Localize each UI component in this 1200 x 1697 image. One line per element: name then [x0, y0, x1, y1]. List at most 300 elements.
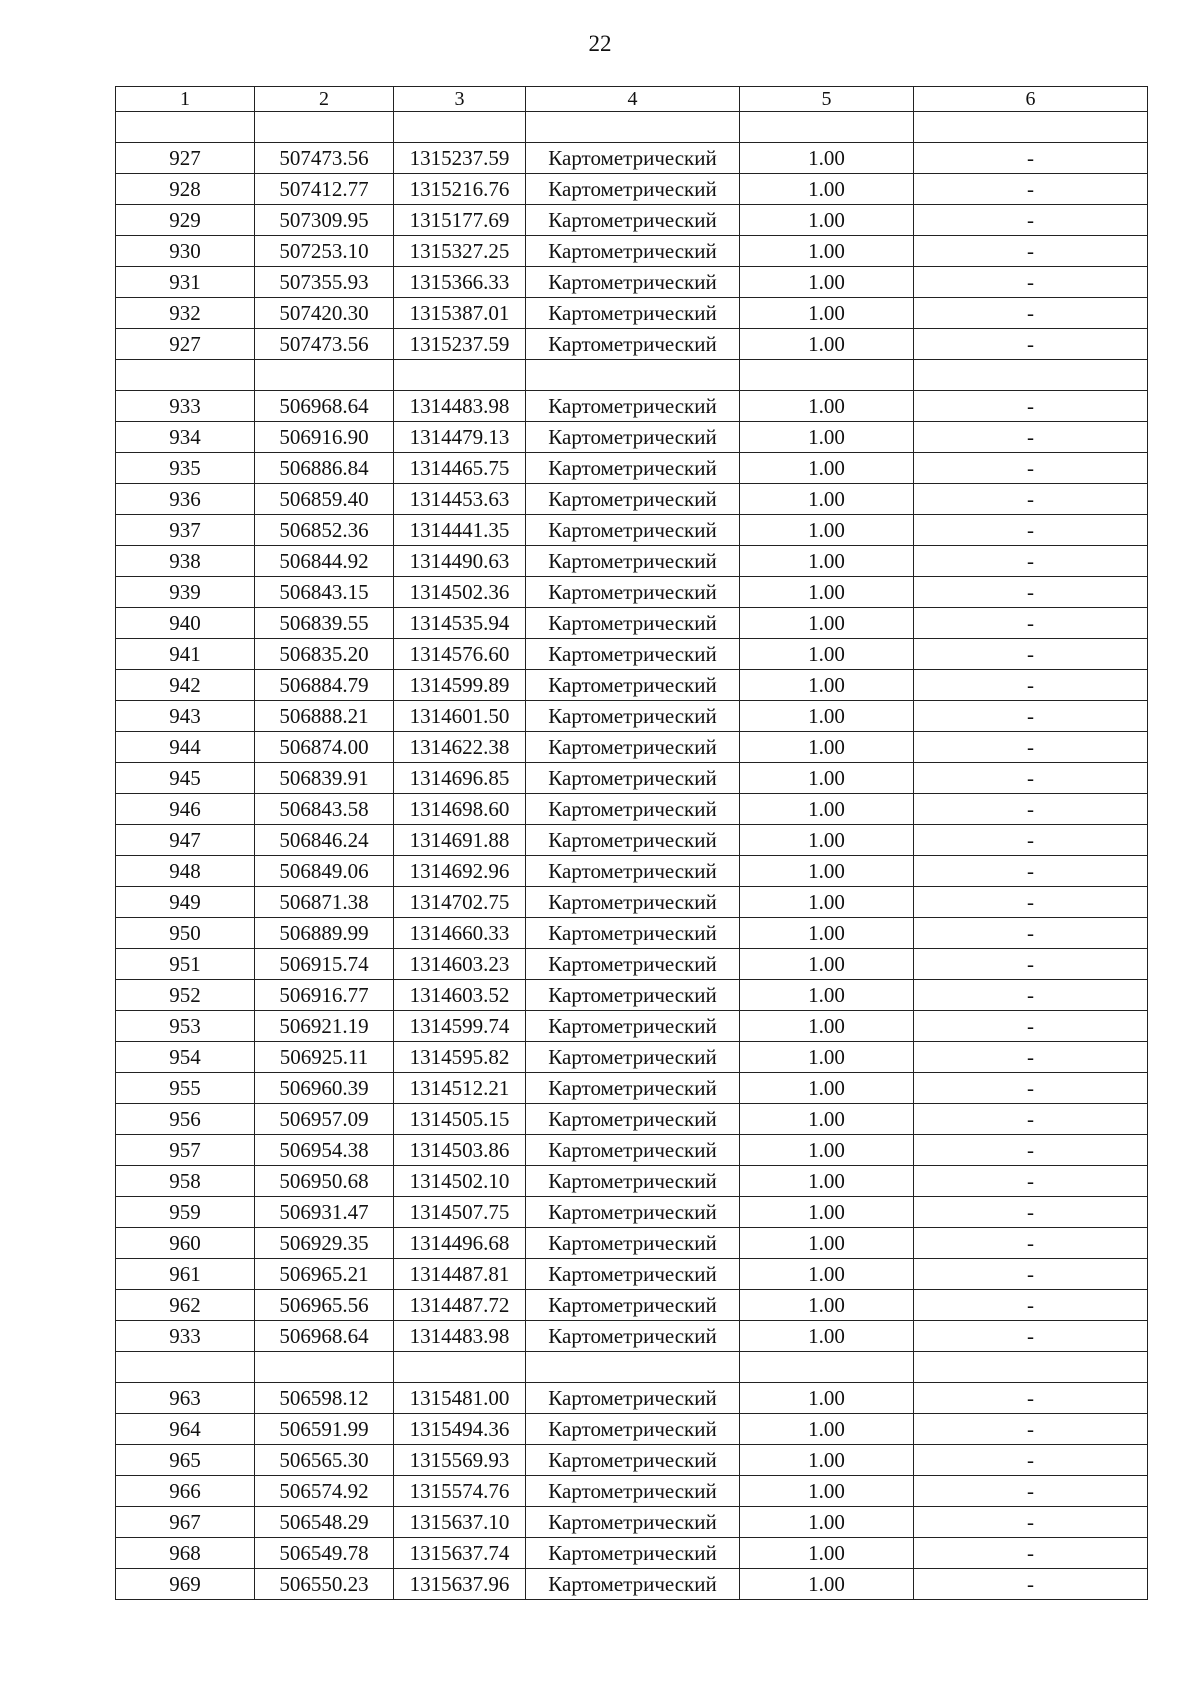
- description-cell: -: [914, 1383, 1148, 1414]
- point-number-cell: 957: [116, 1135, 255, 1166]
- description-cell: -: [914, 608, 1148, 639]
- point-number-cell: 934: [116, 422, 255, 453]
- accuracy-cell: 1.00: [740, 1476, 914, 1507]
- method-cell: Картометрический: [526, 1538, 740, 1569]
- description-cell: -: [914, 918, 1148, 949]
- x-coordinate-cell: 506886.84: [255, 453, 394, 484]
- description-cell: -: [914, 1135, 1148, 1166]
- x-coordinate-cell: 506921.19: [255, 1011, 394, 1042]
- accuracy-cell: 1.00: [740, 701, 914, 732]
- accuracy-cell: 1.00: [740, 980, 914, 1011]
- point-number-cell: 947: [116, 825, 255, 856]
- accuracy-cell: 1.00: [740, 732, 914, 763]
- table-row: [116, 701, 1148, 732]
- accuracy-cell: 1.00: [740, 1507, 914, 1538]
- x-coordinate-cell: 506889.99: [255, 918, 394, 949]
- y-coordinate-cell: 1314576.60: [394, 639, 526, 670]
- y-coordinate-cell: 1314599.74: [394, 1011, 526, 1042]
- table-row: [116, 856, 1148, 887]
- accuracy-cell: 1.00: [740, 608, 914, 639]
- y-coordinate-cell: 1314660.33: [394, 918, 526, 949]
- x-coordinate-cell: 507420.30: [255, 298, 394, 329]
- y-coordinate-cell: 1314698.60: [394, 794, 526, 825]
- method-cell: Картометрический: [526, 887, 740, 918]
- x-coordinate-cell: 506960.39: [255, 1073, 394, 1104]
- point-number-cell: 938: [116, 546, 255, 577]
- method-cell: Картометрический: [526, 1197, 740, 1228]
- table-row: [116, 1042, 1148, 1073]
- method-cell: Картометрический: [526, 453, 740, 484]
- accuracy-cell: 1.00: [740, 1569, 914, 1600]
- table-row: [116, 577, 1148, 608]
- description-cell: -: [914, 205, 1148, 236]
- accuracy-cell: 1.00: [740, 1321, 914, 1352]
- description-cell: -: [914, 1445, 1148, 1476]
- table-row: [116, 763, 1148, 794]
- point-number-cell: [116, 112, 255, 143]
- point-number-cell: 927: [116, 143, 255, 174]
- accuracy-cell: 1.00: [740, 577, 914, 608]
- x-coordinate-cell: 506968.64: [255, 391, 394, 422]
- accuracy-cell: 1.00: [740, 794, 914, 825]
- method-cell: Картометрический: [526, 577, 740, 608]
- x-coordinate-cell: 506965.56: [255, 1290, 394, 1321]
- x-coordinate-cell: 506965.21: [255, 1259, 394, 1290]
- description-cell: -: [914, 546, 1148, 577]
- method-cell: Картометрический: [526, 1228, 740, 1259]
- coordinates-table: [115, 86, 1148, 1600]
- x-coordinate-cell: 506835.20: [255, 639, 394, 670]
- method-cell: Картометрический: [526, 236, 740, 267]
- method-cell: Картометрический: [526, 670, 740, 701]
- accuracy-cell: 1.00: [740, 1073, 914, 1104]
- accuracy-cell: 1.00: [740, 639, 914, 670]
- y-coordinate-cell: 1315237.59: [394, 329, 526, 360]
- point-number-cell: 964: [116, 1414, 255, 1445]
- point-number-cell: 928: [116, 174, 255, 205]
- column-header: 2: [255, 87, 394, 112]
- point-number-cell: 968: [116, 1538, 255, 1569]
- accuracy-cell: 1.00: [740, 1104, 914, 1135]
- method-cell: Картометрический: [526, 174, 740, 205]
- description-cell: -: [914, 732, 1148, 763]
- x-coordinate-cell: 506929.35: [255, 1228, 394, 1259]
- y-coordinate-cell: 1315216.76: [394, 174, 526, 205]
- y-coordinate-cell: 1314507.75: [394, 1197, 526, 1228]
- x-coordinate-cell: 506839.55: [255, 608, 394, 639]
- table-row: [116, 1073, 1148, 1104]
- x-coordinate-cell: 506954.38: [255, 1135, 394, 1166]
- description-cell: -: [914, 1290, 1148, 1321]
- method-cell: Картометрический: [526, 1259, 740, 1290]
- point-number-cell: 945: [116, 763, 255, 794]
- y-coordinate-cell: 1315366.33: [394, 267, 526, 298]
- y-coordinate-cell: 1314599.89: [394, 670, 526, 701]
- point-number-cell: 931: [116, 267, 255, 298]
- accuracy-cell: 1.00: [740, 1414, 914, 1445]
- accuracy-cell: 1.00: [740, 329, 914, 360]
- method-cell: Картометрический: [526, 980, 740, 1011]
- table-row: [116, 1197, 1148, 1228]
- point-number-cell: 940: [116, 608, 255, 639]
- accuracy-cell: 1.00: [740, 515, 914, 546]
- table-row: [116, 1383, 1148, 1414]
- description-cell: -: [914, 949, 1148, 980]
- point-number-cell: 962: [116, 1290, 255, 1321]
- accuracy-cell: 1.00: [740, 236, 914, 267]
- description-cell: -: [914, 856, 1148, 887]
- point-number-cell: 942: [116, 670, 255, 701]
- accuracy-cell: 1.00: [740, 484, 914, 515]
- table-row: [116, 329, 1148, 360]
- y-coordinate-cell: 1314483.98: [394, 391, 526, 422]
- y-coordinate-cell: 1314502.36: [394, 577, 526, 608]
- y-coordinate-cell: 1314603.52: [394, 980, 526, 1011]
- accuracy-cell: 1.00: [740, 143, 914, 174]
- y-coordinate-cell: 1314601.50: [394, 701, 526, 732]
- description-cell: -: [914, 329, 1148, 360]
- description-cell: -: [914, 1228, 1148, 1259]
- point-number-cell: 939: [116, 577, 255, 608]
- x-coordinate-cell: 507473.56: [255, 329, 394, 360]
- x-coordinate-cell: 506915.74: [255, 949, 394, 980]
- table-row: [116, 1507, 1148, 1538]
- method-cell: Картометрический: [526, 1290, 740, 1321]
- accuracy-cell: 1.00: [740, 1166, 914, 1197]
- point-number-cell: 958: [116, 1166, 255, 1197]
- description-cell: -: [914, 453, 1148, 484]
- description-cell: -: [914, 1166, 1148, 1197]
- accuracy-cell: 1.00: [740, 391, 914, 422]
- y-coordinate-cell: 1314692.96: [394, 856, 526, 887]
- description-cell: -: [914, 825, 1148, 856]
- description-cell: -: [914, 1569, 1148, 1600]
- point-number-cell: 933: [116, 391, 255, 422]
- method-cell: Картометрический: [526, 1073, 740, 1104]
- y-coordinate-cell: 1314505.15: [394, 1104, 526, 1135]
- x-coordinate-cell: 507309.95: [255, 205, 394, 236]
- description-cell: -: [914, 1259, 1148, 1290]
- method-cell: Картометрический: [526, 825, 740, 856]
- table-row: [116, 112, 1148, 143]
- method-cell: [526, 112, 740, 143]
- description-cell: -: [914, 236, 1148, 267]
- table-row: [116, 1476, 1148, 1507]
- table-row: [116, 1290, 1148, 1321]
- method-cell: Картометрический: [526, 298, 740, 329]
- y-coordinate-cell: 1314603.23: [394, 949, 526, 980]
- y-coordinate-cell: 1315637.96: [394, 1569, 526, 1600]
- method-cell: Картометрический: [526, 763, 740, 794]
- method-cell: Картометрический: [526, 329, 740, 360]
- y-coordinate-cell: 1315237.59: [394, 143, 526, 174]
- accuracy-cell: 1.00: [740, 422, 914, 453]
- description-cell: -: [914, 794, 1148, 825]
- table-row: [116, 1414, 1148, 1445]
- y-coordinate-cell: [394, 112, 526, 143]
- point-number-cell: 946: [116, 794, 255, 825]
- table-row: [116, 236, 1148, 267]
- table-row: [116, 949, 1148, 980]
- point-number-cell: 944: [116, 732, 255, 763]
- accuracy-cell: 1.00: [740, 887, 914, 918]
- x-coordinate-cell: 506916.90: [255, 422, 394, 453]
- description-cell: -: [914, 267, 1148, 298]
- y-coordinate-cell: 1314595.82: [394, 1042, 526, 1073]
- x-coordinate-cell: 506550.23: [255, 1569, 394, 1600]
- description-cell: -: [914, 1507, 1148, 1538]
- x-coordinate-cell: 506852.36: [255, 515, 394, 546]
- x-coordinate-cell: 506574.92: [255, 1476, 394, 1507]
- method-cell: Картометрический: [526, 639, 740, 670]
- description-cell: -: [914, 763, 1148, 794]
- x-coordinate-cell: 506884.79: [255, 670, 394, 701]
- y-coordinate-cell: 1314487.81: [394, 1259, 526, 1290]
- point-number-cell: 966: [116, 1476, 255, 1507]
- method-cell: Картометрический: [526, 949, 740, 980]
- description-cell: -: [914, 1476, 1148, 1507]
- method-cell: Картометрический: [526, 267, 740, 298]
- point-number-cell: 961: [116, 1259, 255, 1290]
- x-coordinate-cell: 507253.10: [255, 236, 394, 267]
- table-row: [116, 174, 1148, 205]
- x-coordinate-cell: 506916.77: [255, 980, 394, 1011]
- description-cell: -: [914, 515, 1148, 546]
- table-row: [116, 143, 1148, 174]
- point-number-cell: 943: [116, 701, 255, 732]
- y-coordinate-cell: 1315327.25: [394, 236, 526, 267]
- point-number-cell: 929: [116, 205, 255, 236]
- description-cell: -: [914, 174, 1148, 205]
- table-row: [116, 1352, 1148, 1383]
- y-coordinate-cell: 1314483.98: [394, 1321, 526, 1352]
- method-cell: Картометрический: [526, 1104, 740, 1135]
- table-row: [116, 1321, 1148, 1352]
- y-coordinate-cell: 1314512.21: [394, 1073, 526, 1104]
- y-coordinate-cell: 1314496.68: [394, 1228, 526, 1259]
- x-coordinate-cell: 506591.99: [255, 1414, 394, 1445]
- y-coordinate-cell: 1315569.93: [394, 1445, 526, 1476]
- x-coordinate-cell: 507412.77: [255, 174, 394, 205]
- table-row: [116, 391, 1148, 422]
- accuracy-cell: 1.00: [740, 267, 914, 298]
- method-cell: Картометрический: [526, 1042, 740, 1073]
- coordinates-table-body: [116, 87, 1148, 1600]
- accuracy-cell: [740, 112, 914, 143]
- point-number-cell: 937: [116, 515, 255, 546]
- description-cell: -: [914, 1073, 1148, 1104]
- y-coordinate-cell: 1314622.38: [394, 732, 526, 763]
- accuracy-cell: 1.00: [740, 1135, 914, 1166]
- point-number-cell: 933: [116, 1321, 255, 1352]
- point-number-cell: 953: [116, 1011, 255, 1042]
- point-number-cell: 948: [116, 856, 255, 887]
- y-coordinate-cell: 1315637.74: [394, 1538, 526, 1569]
- column-header: 1: [116, 87, 255, 112]
- description-cell: -: [914, 887, 1148, 918]
- x-coordinate-cell: 506888.21: [255, 701, 394, 732]
- table-row: [116, 1445, 1148, 1476]
- point-number-cell: 949: [116, 887, 255, 918]
- y-coordinate-cell: 1314453.63: [394, 484, 526, 515]
- table-row: [116, 1011, 1148, 1042]
- x-coordinate-cell: 506849.06: [255, 856, 394, 887]
- y-coordinate-cell: 1315387.01: [394, 298, 526, 329]
- x-coordinate-cell: [255, 1352, 394, 1383]
- method-cell: Картометрический: [526, 701, 740, 732]
- point-number-cell: 963: [116, 1383, 255, 1414]
- x-coordinate-cell: 506846.24: [255, 825, 394, 856]
- description-cell: -: [914, 1042, 1148, 1073]
- method-cell: Картометрический: [526, 1135, 740, 1166]
- table-row: [116, 1104, 1148, 1135]
- table-row: [116, 1538, 1148, 1569]
- point-number-cell: 952: [116, 980, 255, 1011]
- accuracy-cell: 1.00: [740, 856, 914, 887]
- y-coordinate-cell: 1314691.88: [394, 825, 526, 856]
- x-coordinate-cell: 506950.68: [255, 1166, 394, 1197]
- accuracy-cell: 1.00: [740, 1383, 914, 1414]
- method-cell: Картометрический: [526, 1507, 740, 1538]
- point-number-cell: 954: [116, 1042, 255, 1073]
- description-cell: -: [914, 980, 1148, 1011]
- description-cell: -: [914, 701, 1148, 732]
- point-number-cell: 960: [116, 1228, 255, 1259]
- column-header: 3: [394, 87, 526, 112]
- table-row: [116, 267, 1148, 298]
- accuracy-cell: 1.00: [740, 763, 914, 794]
- x-coordinate-cell: 506843.15: [255, 577, 394, 608]
- method-cell: Картометрический: [526, 484, 740, 515]
- table-header-row: [116, 87, 1148, 112]
- x-coordinate-cell: 506925.11: [255, 1042, 394, 1073]
- table-row: [116, 484, 1148, 515]
- x-coordinate-cell: 506871.38: [255, 887, 394, 918]
- y-coordinate-cell: 1315177.69: [394, 205, 526, 236]
- method-cell: Картометрический: [526, 1569, 740, 1600]
- method-cell: Картометрический: [526, 1445, 740, 1476]
- x-coordinate-cell: 506598.12: [255, 1383, 394, 1414]
- description-cell: -: [914, 577, 1148, 608]
- description-cell: -: [914, 1321, 1148, 1352]
- accuracy-cell: [740, 1352, 914, 1383]
- accuracy-cell: 1.00: [740, 949, 914, 980]
- y-coordinate-cell: 1314702.75: [394, 887, 526, 918]
- accuracy-cell: 1.00: [740, 1445, 914, 1476]
- point-number-cell: 965: [116, 1445, 255, 1476]
- table-row: [116, 1228, 1148, 1259]
- point-number-cell: 935: [116, 453, 255, 484]
- description-cell: -: [914, 670, 1148, 701]
- x-coordinate-cell: 507355.93: [255, 267, 394, 298]
- table-row: [116, 1135, 1148, 1166]
- point-number-cell: [116, 360, 255, 391]
- accuracy-cell: 1.00: [740, 1228, 914, 1259]
- accuracy-cell: 1.00: [740, 1259, 914, 1290]
- accuracy-cell: 1.00: [740, 205, 914, 236]
- table-row: [116, 453, 1148, 484]
- y-coordinate-cell: 1314696.85: [394, 763, 526, 794]
- accuracy-cell: 1.00: [740, 1290, 914, 1321]
- table-row: [116, 205, 1148, 236]
- method-cell: Картометрический: [526, 1383, 740, 1414]
- x-coordinate-cell: 506844.92: [255, 546, 394, 577]
- point-number-cell: 927: [116, 329, 255, 360]
- y-coordinate-cell: 1314487.72: [394, 1290, 526, 1321]
- y-coordinate-cell: 1315481.00: [394, 1383, 526, 1414]
- table-row: [116, 422, 1148, 453]
- x-coordinate-cell: 506839.91: [255, 763, 394, 794]
- method-cell: Картометрический: [526, 515, 740, 546]
- table-row: [116, 546, 1148, 577]
- description-cell: -: [914, 1538, 1148, 1569]
- method-cell: Картометрический: [526, 1011, 740, 1042]
- x-coordinate-cell: 506957.09: [255, 1104, 394, 1135]
- y-coordinate-cell: 1314503.86: [394, 1135, 526, 1166]
- method-cell: Картометрический: [526, 1414, 740, 1445]
- description-cell: -: [914, 639, 1148, 670]
- accuracy-cell: 1.00: [740, 546, 914, 577]
- y-coordinate-cell: 1315494.36: [394, 1414, 526, 1445]
- description-cell: -: [914, 422, 1148, 453]
- x-coordinate-cell: 506548.29: [255, 1507, 394, 1538]
- accuracy-cell: 1.00: [740, 174, 914, 205]
- method-cell: Картометрический: [526, 1166, 740, 1197]
- table-row: [116, 670, 1148, 701]
- x-coordinate-cell: 506859.40: [255, 484, 394, 515]
- table-row: [116, 980, 1148, 1011]
- accuracy-cell: 1.00: [740, 1197, 914, 1228]
- method-cell: Картометрический: [526, 143, 740, 174]
- y-coordinate-cell: 1314441.35: [394, 515, 526, 546]
- table-row: [116, 887, 1148, 918]
- point-number-cell: 955: [116, 1073, 255, 1104]
- table-row: [116, 732, 1148, 763]
- point-number-cell: 959: [116, 1197, 255, 1228]
- y-coordinate-cell: 1315574.76: [394, 1476, 526, 1507]
- method-cell: Картометрический: [526, 608, 740, 639]
- point-number-cell: 967: [116, 1507, 255, 1538]
- point-number-cell: 941: [116, 639, 255, 670]
- point-number-cell: 956: [116, 1104, 255, 1135]
- y-coordinate-cell: 1315637.10: [394, 1507, 526, 1538]
- point-number-cell: [116, 1352, 255, 1383]
- method-cell: [526, 360, 740, 391]
- point-number-cell: 950: [116, 918, 255, 949]
- accuracy-cell: 1.00: [740, 298, 914, 329]
- y-coordinate-cell: 1314479.13: [394, 422, 526, 453]
- description-cell: -: [914, 1197, 1148, 1228]
- accuracy-cell: 1.00: [740, 825, 914, 856]
- table-row: [116, 608, 1148, 639]
- y-coordinate-cell: 1314465.75: [394, 453, 526, 484]
- y-coordinate-cell: [394, 1352, 526, 1383]
- column-header: 5: [740, 87, 914, 112]
- table-row: [116, 825, 1148, 856]
- method-cell: Картометрический: [526, 205, 740, 236]
- x-coordinate-cell: 507473.56: [255, 143, 394, 174]
- y-coordinate-cell: 1314502.10: [394, 1166, 526, 1197]
- table-row: [116, 1259, 1148, 1290]
- description-cell: -: [914, 143, 1148, 174]
- accuracy-cell: 1.00: [740, 670, 914, 701]
- table-row: [116, 515, 1148, 546]
- point-number-cell: 936: [116, 484, 255, 515]
- point-number-cell: 969: [116, 1569, 255, 1600]
- x-coordinate-cell: 506549.78: [255, 1538, 394, 1569]
- description-cell: -: [914, 391, 1148, 422]
- method-cell: Картометрический: [526, 546, 740, 577]
